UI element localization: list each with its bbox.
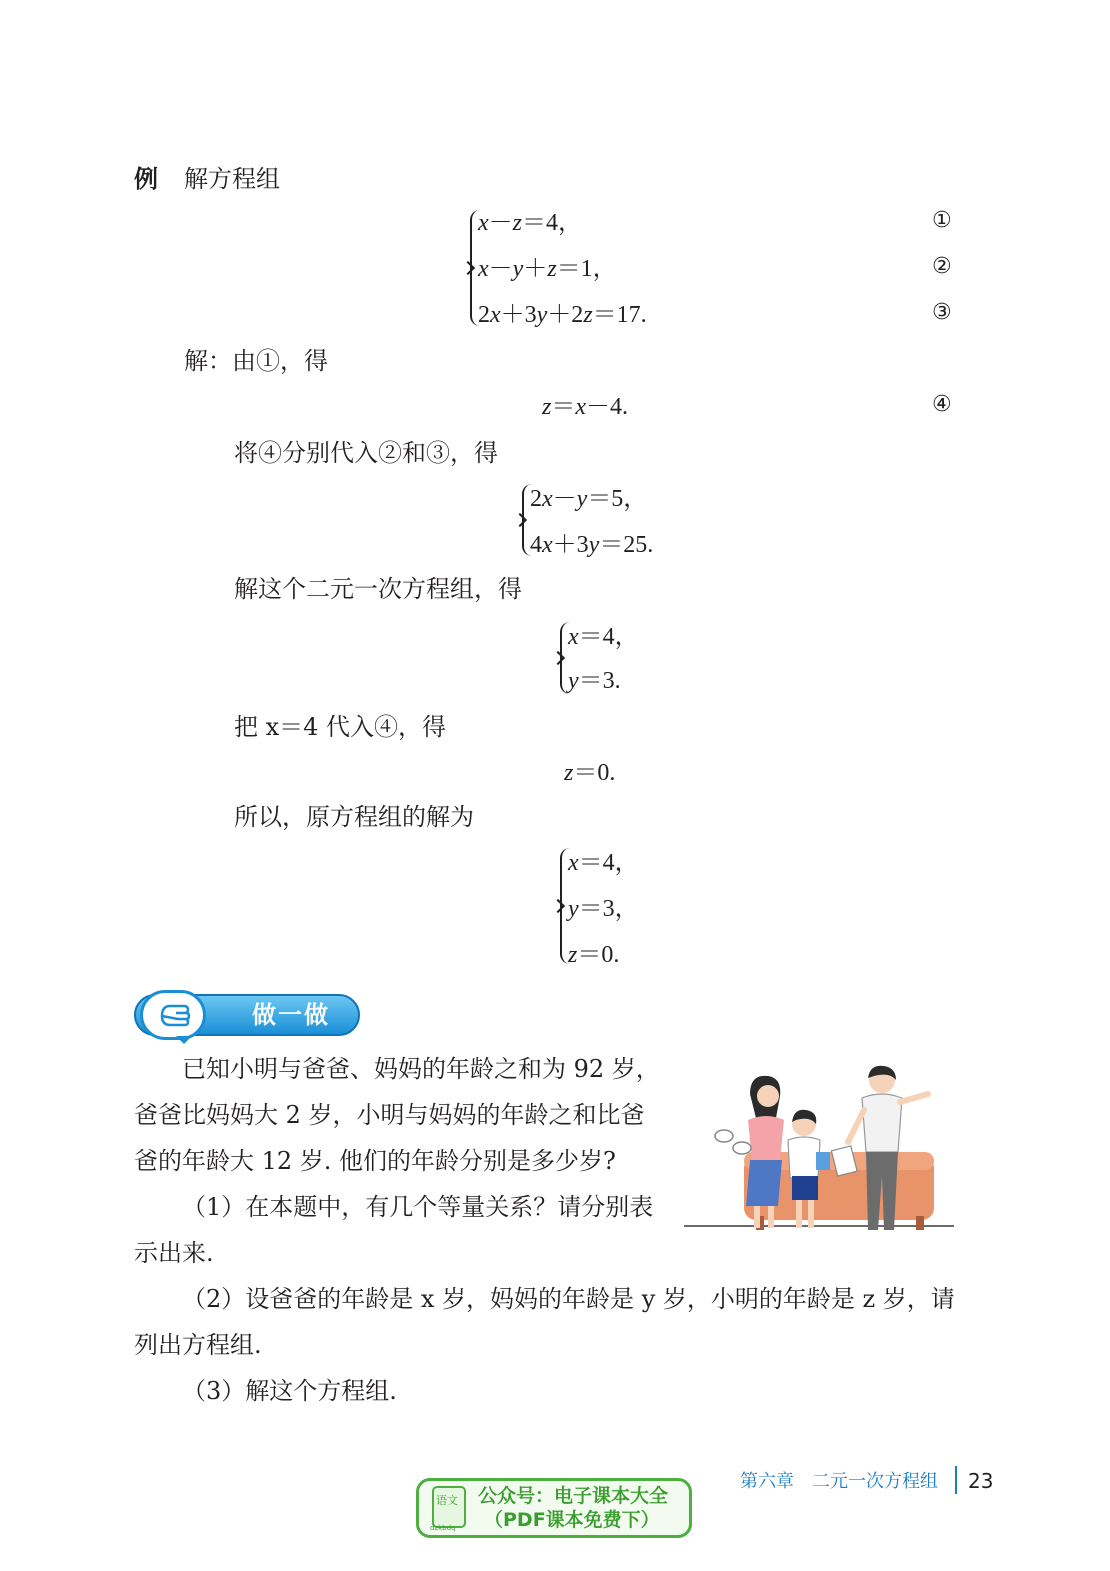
banner-pointer-icon: [176, 1036, 192, 1044]
system3-eq2: y＝3.: [568, 668, 621, 694]
watermark-icon-sub: dzkbdq: [430, 1524, 456, 1532]
footer-divider: [955, 1466, 957, 1494]
system4-eq3: z＝0.: [568, 942, 620, 968]
solution-step-2: 解这个二元一次方程组，得: [234, 575, 522, 603]
system4-eq2: y＝3，: [568, 896, 639, 922]
activity-problem: 已知小明与爸爸、妈妈的年龄之和为 92 岁，爸爸比妈妈大 2 岁，小明与妈妈的年龄之和比爸爸的年龄大 12 岁. 他们的年龄分别是多少岁?: [134, 1055, 660, 1175]
tag-2: ②: [932, 254, 952, 279]
watermark-line-1: 公众号：电子课本大全: [478, 1485, 669, 1507]
watermark-icon-text: 语文: [436, 1494, 458, 1507]
family-illustration: [684, 1060, 956, 1252]
tag-4: ④: [932, 392, 952, 417]
example-label: 例: [134, 164, 158, 193]
page-number: 23: [968, 1469, 994, 1493]
equation-4: z＝x－4.: [542, 394, 628, 420]
footer-chapter: 第六章 二元一次方程组: [740, 1471, 938, 1492]
watermark-line-2: （PDF课本免费下）: [484, 1509, 660, 1531]
system4-eq1: x＝4，: [568, 850, 639, 876]
activity-question-1: （1）在本题中，有几个等量关系？请分别表示出来.: [134, 1193, 654, 1267]
system1-eq1: x－z＝4，: [478, 210, 582, 236]
system1-eq3: 2x＋3y＋2z＝17.: [478, 302, 647, 328]
system3-eq1: x＝4，: [568, 624, 639, 650]
hand-icon: [154, 996, 194, 1036]
system1-eq2: x－y＋z＝1，: [478, 256, 617, 282]
solution-intro: 解：由①，得: [184, 347, 328, 375]
solution-step-1: 将④分别代入②和③，得: [234, 439, 498, 467]
solution-step-4: 所以，原方程组的解为: [234, 803, 474, 831]
example-title: 解方程组: [184, 165, 280, 193]
tag-1: ①: [932, 208, 952, 233]
activity-question-3: （3）解这个方程组.: [182, 1377, 397, 1405]
activity-banner-label: 做一做: [252, 1001, 330, 1029]
tag-3: ③: [932, 300, 952, 325]
equation-5: z＝0.: [564, 760, 616, 786]
activity-question-2: （2）设爸爸的年龄是 x 岁，妈妈的年龄是 y 岁，小明的年龄是 z 岁，请列出方程组.: [134, 1285, 955, 1359]
solution-step-3: 把 x＝4 代入④，得: [234, 713, 447, 741]
system2-eq2: 4x＋3y＝25.: [530, 532, 654, 558]
system2-eq1: 2x－y＝5，: [530, 486, 648, 512]
